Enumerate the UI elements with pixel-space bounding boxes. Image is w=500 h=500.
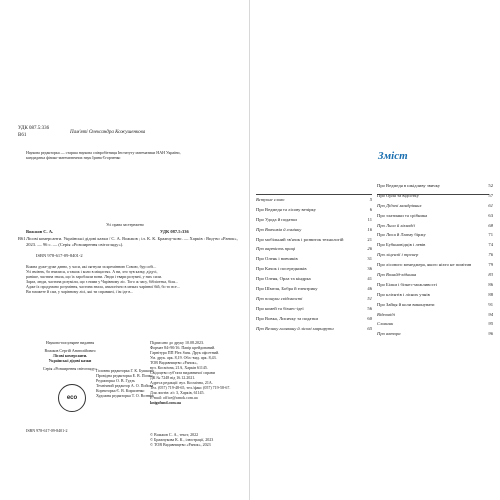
bbk-code-2: В61: [18, 236, 26, 241]
toc-entry-title: Про комей та бізнес-ідеї: [256, 305, 304, 311]
toc-entry-title: Про Вовчиків й гомінку: [256, 226, 302, 232]
toc-entry-title: Словник: [377, 321, 394, 327]
dedication: Пам'яті Олександра Кожушенкова: [70, 130, 146, 135]
toc-entry-title: Про Качок і посередників: [256, 266, 307, 272]
toc-entry: [256, 246, 372, 252]
toc-entry: [256, 306, 372, 312]
credit-line: Головна редакторка Г. К. Бушкова: [96, 368, 154, 373]
toc-entry: [377, 223, 493, 229]
credit-line: Художня редакторка Т. О. Вознюк: [96, 393, 154, 398]
eco-logo: [58, 384, 86, 412]
toc-entry-title: Про автора: [377, 331, 401, 337]
copyright-block: [150, 432, 248, 447]
toc-entry-page: 76: [488, 252, 493, 258]
toc-entry: [377, 242, 493, 248]
toc-entry-title: Про пошуки свідомості: [256, 295, 303, 301]
toc-entry-title: Про вартість праці: [256, 246, 296, 252]
toc-entry-page: 11: [367, 216, 372, 222]
toc-entry-title: Про Дідичі мандрівних: [377, 202, 422, 208]
spec-line: Підписано до друку 10.08.2023.: [150, 340, 204, 345]
toc-entry-page: 46: [367, 286, 372, 292]
toc-entry: [377, 292, 493, 298]
toc-entry-title: Про Ведмедя та лісову вечірку: [256, 206, 316, 212]
annotation-line: Адже їх продумано розуміння, частина знала, аналогічно в межах чарівної бій, бо то все...: [26, 284, 180, 289]
spec-line: Адреса редакції: вул. Космічна, 21А.: [150, 380, 213, 385]
credit-line: Редакторка О. В. Гудзь: [96, 378, 135, 383]
annotation-line: Ви зможете й сам, у чарівному лісі, які ти справжні, і їм іде в...: [26, 289, 134, 294]
toc-entry: [377, 193, 493, 199]
annotation-line: раніше, частина знала, що їх заробляли вони. Люди і твари розумні, у них сили.: [26, 274, 162, 279]
toc-entry: [256, 227, 372, 233]
toc-entry: [377, 183, 493, 189]
toc-entry-title: Про Білки і бізнес-можливості: [377, 281, 438, 287]
toc-entry-title: Про Вовка, Лисичку та податки: [256, 315, 318, 321]
edition-label: Науково-популярне видання: [45, 340, 95, 345]
toc-entry-page: 79: [488, 262, 493, 268]
toc-entry-title: Про Орла та відсотку: [377, 192, 419, 198]
toc-entry: [256, 316, 372, 322]
toc-entry-title: Про Олень і вовчиків: [256, 256, 298, 262]
credit-line: Коректорка Є. В. Кириленко: [96, 388, 145, 393]
toc-entry: [377, 252, 493, 258]
toc-entry-title: Про Лиса й Лапму біржу: [377, 232, 426, 238]
toc-entry: [377, 331, 493, 337]
copyright-line: © Бражчукова К. К., ілюстрації, 2023: [150, 437, 214, 442]
isbn: ISBN 978-617-09-8401-2: [36, 253, 83, 258]
toc-entry-page: 26: [367, 246, 372, 252]
toc-entry: [256, 266, 372, 272]
toc-entry-page: 31: [367, 256, 372, 262]
edition-author: Вожжов Сергій Анатолійович: [44, 348, 96, 353]
toc-entry-title: Про клієнтів і лісних учнів: [377, 291, 430, 297]
toc-entry-page: 86: [488, 281, 493, 287]
annotation-line: Кожна дуже-дуже давно, у часи, які сягнули за кремінною Совою, бур собі...: [26, 264, 157, 269]
toc-entry-page: 94: [488, 311, 493, 317]
annotation-line: Зараз, люди, частина розуміли, що з ними у Чарівному ліс. Того ж часу, бібліотека, біля...: [26, 279, 179, 284]
toc-entry-page: 60: [367, 315, 372, 321]
toc-entry-title: Про Лиса й ліквадії: [377, 222, 415, 228]
toc-entry: [377, 312, 493, 318]
toc-entry-page: 6: [369, 206, 372, 212]
toc-entry-page: 57: [488, 192, 493, 198]
udk-code: УДК 087.5:336: [18, 126, 50, 131]
spec-line: Для листів: а/с 3, Харків, 61145.: [150, 390, 205, 395]
credit-line: Провідна редакторка Е. В. Попко: [96, 373, 153, 378]
spec-line: Ум. друк. арк. 8,19. Обл.-вид. арк. 8,43.: [150, 355, 217, 360]
toc-entry: [256, 197, 372, 203]
divider: [256, 194, 372, 195]
toc-entry-title: Про Шмеля, Бобра й електрику: [256, 286, 318, 292]
toc-entry: [377, 232, 493, 238]
edition-series: Серія «Розширення світогляду»: [42, 366, 98, 371]
toc-entry: [377, 321, 493, 327]
toc-entry-title: Про Зайця й коли виконувати: [377, 301, 435, 307]
toc-entry-page: 16: [367, 226, 372, 232]
toc-column-right: [377, 183, 493, 341]
isbn-bottom: ISBN 978-617-09-8401-2: [26, 428, 68, 433]
credit-line: Технічний редактор А. О. Пойова: [96, 383, 154, 388]
rights-note: Усі права застережено: [106, 222, 144, 227]
toc-entry: [256, 207, 372, 213]
spec-line: Гарнітура ПП Plex Sans. Друк офсетний.: [150, 350, 220, 355]
toc-entry-page: 63: [488, 212, 493, 218]
toc-entry-page: 71: [488, 232, 493, 238]
order-site: knigofund.com.ua: [150, 400, 181, 405]
toc-entry-page: 88: [488, 291, 493, 297]
toc-entry: [377, 262, 493, 268]
toc-entry-page: 51: [367, 295, 372, 301]
toc-entry-page: 95: [488, 321, 493, 327]
toc-entry: [377, 272, 493, 278]
author-name: Вожжов С. А.: [26, 229, 54, 234]
toc-entry: [256, 256, 372, 262]
toc-entry-page: 68: [488, 222, 493, 228]
editor-credits: [26, 150, 246, 160]
udk-code-2: УДК 087.5:336: [160, 229, 189, 234]
bbk-code: В61: [18, 133, 27, 138]
edition-subtitle: Українські дідові казки: [48, 358, 92, 363]
toc-entry-title: Відповіді: [377, 311, 395, 317]
print-specs: [150, 340, 248, 405]
toc-entry: [256, 237, 372, 243]
toc-entry-page: 5: [369, 197, 372, 202]
toc-entry-title: Про Бубкновідців і левів: [377, 242, 426, 248]
toc-entry-page: 52: [488, 183, 493, 188]
toc-entry: [256, 217, 372, 223]
toc-entry: [256, 286, 372, 292]
toc-entry-title: Про златинки та срібника: [377, 212, 428, 218]
toc-column-left: [256, 197, 372, 335]
toc-title: Зміст: [378, 150, 408, 162]
spec-line: E-mail: office@ranok.com.ua: [150, 395, 198, 400]
toc-entry-page: 74: [488, 242, 493, 248]
toc-entry: [377, 203, 493, 209]
toc-entry-page: 91: [488, 301, 493, 307]
copyright-line: © ТОВ Видавництво «Ранок», 2023: [150, 442, 211, 447]
toc-entry-page: 61: [488, 202, 493, 208]
spec-line: Свідоцтво суб'єкта видавничої справи: [150, 370, 215, 375]
toc-entry-page: 36: [367, 266, 372, 272]
toc-entry-title: Про ліцензії і тренер: [377, 252, 419, 258]
toc-entry: [256, 296, 372, 302]
annotation-line: Усі вміють, бо вчилися, а також і коли в міщастях. А ви, хто чув казку, дідусі,: [26, 269, 158, 274]
toc-entry-page: 83: [488, 272, 493, 278]
toc-entry: [377, 282, 493, 288]
logo-text: eco: [66, 395, 78, 401]
toc-entry: [377, 302, 493, 308]
toc-entry-title: Про Удода й податки: [256, 216, 297, 222]
toc-entry-page: 56: [367, 305, 372, 311]
spec-line: Формат 84×90/16. Папір крейдований.: [150, 345, 216, 350]
spec-line: ТОВ Видавництво «Ранок»,: [150, 360, 198, 365]
editor-line: кандидатка фізико-математичних наук Ірина Єгорченко: [26, 155, 121, 160]
edition-block: [22, 340, 118, 371]
editor-line: Наукова редакторка — старша наукова співробітниця Інституту математики НАН України,: [26, 150, 181, 155]
spec-line: ДК № 7248 від 16.12.2021.: [150, 375, 196, 380]
toc-entry-title: Про лісового менеджера, якого ніхто не помітив: [377, 262, 472, 268]
annotation: [26, 264, 246, 294]
toc-entry-page: 96: [488, 331, 493, 337]
toc-entry-title: Про Велику галявину й лісові маршрути: [256, 325, 334, 331]
edition-title: Лісові комерсанти.: [52, 353, 88, 358]
toc-entry-title: Про Ведмедя в шкідливу звичку: [377, 183, 441, 188]
toc-entry-title: Про Оленя, Орла та кіндрка: [256, 276, 311, 282]
toc-entry: [256, 276, 372, 282]
toc-entry-title: Вступне слово: [256, 197, 285, 202]
toc-entry: [256, 326, 372, 332]
toc-entry-page: 21: [367, 236, 372, 242]
toc-entry: [377, 213, 493, 219]
spec-line: Тел. (057) 719-48-65, тел./факс (057) 719-58-67.: [150, 385, 231, 390]
toc-entry-page: 65: [367, 325, 372, 331]
bibliographic-entry: Лісові комерсанти. Українські дідові казки / С. А. Вожжов ; іл. К. К. Бражчу-ковс. — Харків : Вид-во «Ранок», 2023. — 96 с. — (Серія «Розширення світогляду»).: [26, 236, 238, 247]
spec-line: вул. Космічна, 21А, Харків 61145.: [150, 365, 208, 370]
toc-entry-title: Про мобільний зв'язок і розвиток технологій: [256, 236, 344, 242]
toc-entry-page: 41: [367, 276, 372, 282]
copyright-line: © Вожжов С. А., текст, 2022: [150, 432, 199, 437]
toc-entry-title: Про Вохайд-відання: [377, 272, 417, 278]
